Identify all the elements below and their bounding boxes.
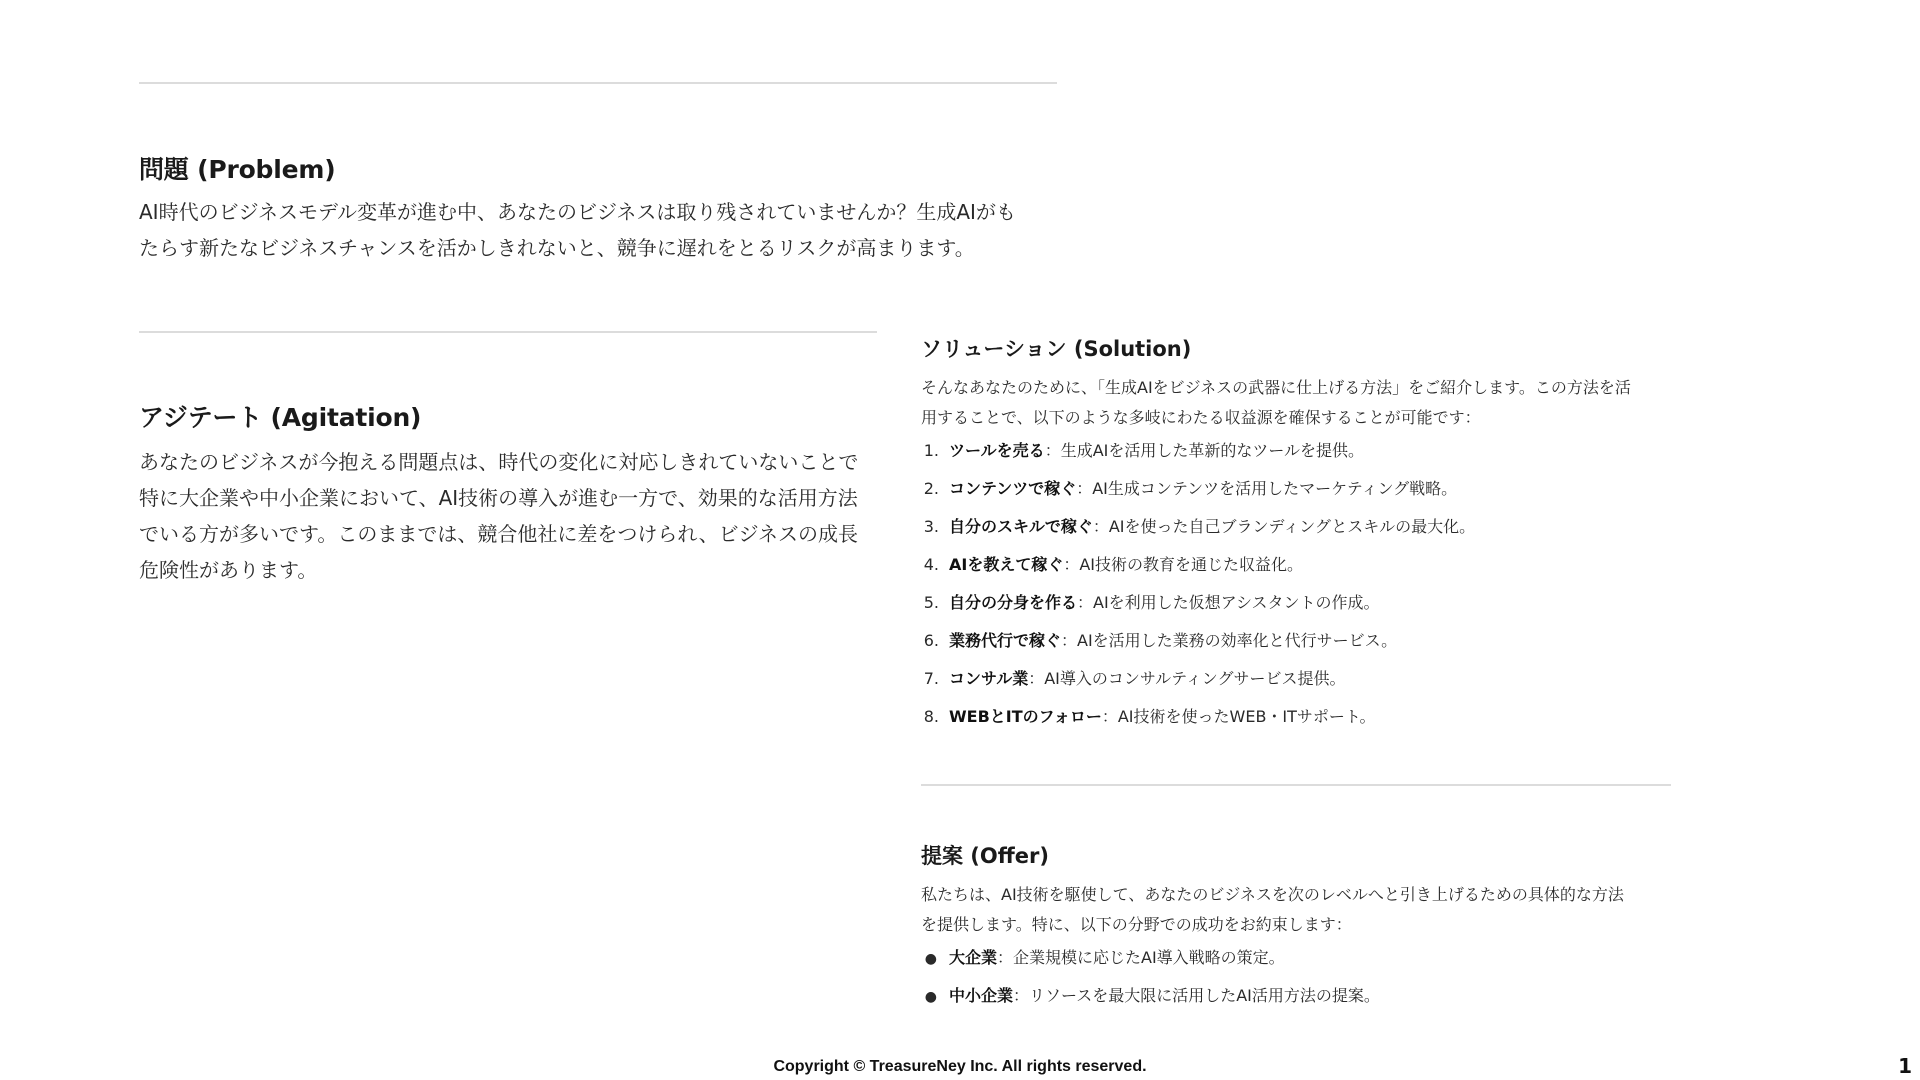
page-number: 1 — [1898, 1054, 1912, 1078]
offer-section — [921, 840, 1681, 1022]
item-number: 6. — [923, 631, 939, 650]
agitation-title: アジテート (Agitation) — [139, 403, 422, 432]
item-text: ：AI生成コンテンツを活用したマーケティング戦略。 — [1076, 479, 1458, 498]
item-text: ：AIを利用した仮想アシスタントの作成。 — [1077, 593, 1380, 612]
item-text: ：リソースを最大限に活用したAI活用方法の提案。 — [1013, 986, 1380, 1005]
bullet-icon: ● — [924, 989, 937, 1005]
bullet-icon: ● — [924, 951, 937, 967]
solution-item — [915, 477, 1681, 515]
item-heading: 自分のスキルで稼ぐ — [949, 517, 1093, 536]
offer-title: 提案 (Offer) — [921, 844, 1049, 868]
item-heading: 中小企業 — [949, 986, 1014, 1005]
offer-intro-line: を提供します。特に、以下の分野での成功をお約束します： — [921, 915, 1352, 934]
item-number: 1. — [923, 441, 939, 460]
item-heading: 業務代行で稼ぐ — [949, 631, 1062, 650]
item-heading: ツールを売る — [949, 441, 1045, 460]
solution-item — [915, 705, 1681, 743]
item-text: ：企業規模に応じたAI導入戦略の策定。 — [997, 948, 1285, 967]
item-heading: AIを教えて稼ぐ — [949, 555, 1064, 574]
solution-title: ソリューション (Solution) — [921, 337, 1192, 361]
item-text: ：AI技術を使ったWEB・ITサポート。 — [1101, 707, 1376, 726]
item-heading: 大企業 — [949, 948, 998, 967]
solution-item — [915, 591, 1681, 629]
solution-list — [915, 439, 1681, 743]
item-heading: WEBとITのフォロー — [949, 707, 1102, 726]
problem-line: たらす新たなビジネスチャンスを活かしきれないと、競争に遅れをとるリスクが高まります。 — [139, 236, 975, 260]
agitation-line: 危険性があります。 — [139, 558, 318, 582]
solution-item — [915, 553, 1681, 591]
problem-section — [139, 150, 1069, 266]
problem-line: AI時代のビジネスモデル変革が進む中、あなたのビジネスは取り残されていませんか？生成AIがも — [139, 200, 1016, 224]
item-number: 4. — [923, 555, 939, 574]
item-text: ：AIを活用した業務の効率化と代行サービス。 — [1061, 631, 1398, 650]
item-heading: 自分の分身を作る — [949, 593, 1078, 612]
offer-item — [915, 984, 1681, 1022]
agitation-section — [139, 398, 877, 598]
offer-item — [915, 946, 1681, 984]
solution-section — [921, 333, 1681, 743]
item-heading: コンサル業 — [949, 669, 1029, 688]
item-number: 8. — [923, 707, 939, 726]
offer-intro-line: 私たちは、AI技術を駆使して、あなたのビジネスを次のレベルへと引き上げるための具体的な方法 — [921, 885, 1624, 904]
solution-item — [915, 515, 1681, 553]
solution-item — [915, 667, 1681, 705]
item-number: 7. — [923, 669, 939, 688]
copyright-footer: Copyright © TreasureNey Inc. All rights reserved. — [773, 1058, 1147, 1075]
item-number: 2. — [923, 479, 939, 498]
agitation-line: でいる方が多いです。このままでは、競合他社に差をつけられ、ビジネスの成長 — [139, 522, 858, 546]
item-number: 3. — [923, 517, 939, 536]
offer-list — [915, 946, 1681, 1022]
solution-intro-line: 用することで、以下のような多岐にわたる収益源を確保することが可能です： — [921, 408, 1481, 427]
offer-divider — [921, 784, 1671, 786]
agitation-divider — [139, 331, 877, 333]
solution-item — [915, 439, 1681, 477]
agitation-line: 特に大企業や中小企業において、AI技術の導入が進む一方で、効果的な活用方法 — [139, 486, 858, 510]
top-divider — [139, 82, 1057, 84]
solution-intro-line: そんなあなたのために、「生成AIをビジネスの武器に仕上げる方法」をご紹介します。この方法を活 — [921, 378, 1631, 397]
item-text: ：AI導入のコンサルティングサービス提供。 — [1028, 669, 1346, 688]
item-text: ：AIを使った自己ブランディングとスキルの最大化。 — [1092, 517, 1476, 536]
solution-item — [915, 629, 1681, 667]
agitation-line: あなたのビジネスが今抱える問題点は、時代の変化に対応しきれていないことで — [139, 450, 859, 474]
item-text: ：AI技術の教育を通じた収益化。 — [1063, 555, 1304, 574]
item-heading: コンテンツで稼ぐ — [949, 479, 1077, 498]
problem-title: 問題 (Problem) — [139, 155, 336, 184]
item-number: 5. — [923, 593, 939, 612]
item-text: ：生成AIを活用した革新的なツールを提供。 — [1044, 441, 1365, 460]
